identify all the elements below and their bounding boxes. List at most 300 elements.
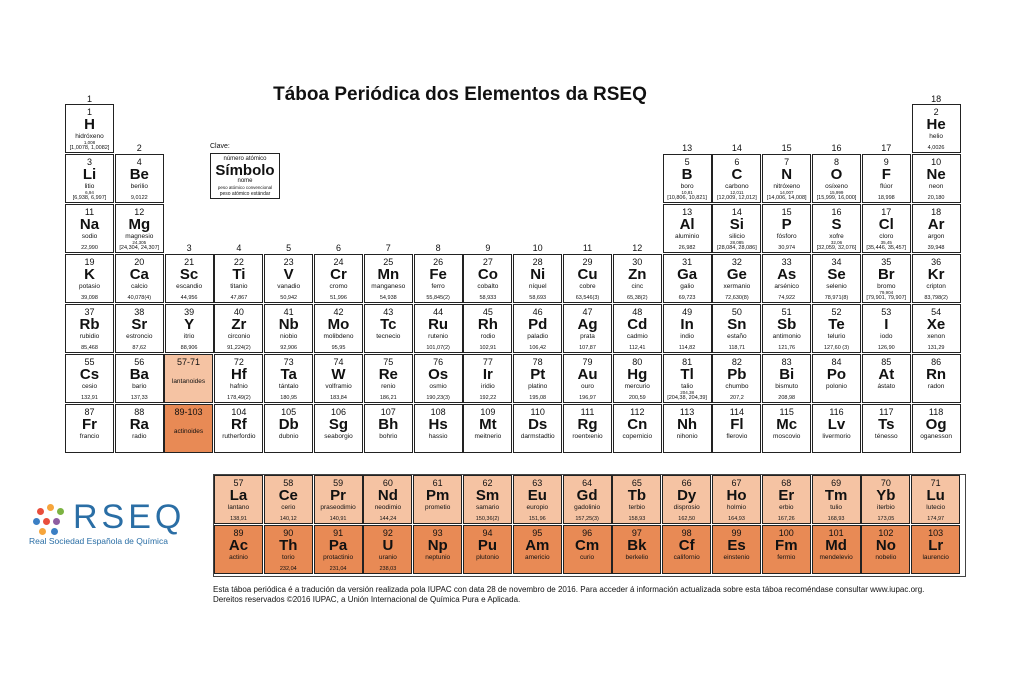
element-bh[interactable] [364, 404, 413, 453]
element-cf[interactable] [662, 525, 711, 574]
atomic-weight: 9,0122 [130, 195, 148, 201]
atomic-number: 114 [729, 407, 745, 417]
element-no[interactable] [861, 525, 910, 574]
atomic-number: 21 [184, 257, 195, 267]
element-symbol: Nh [677, 416, 698, 433]
atomic-number: 47 [582, 307, 593, 317]
element-name: osíxeno [825, 183, 848, 190]
conventional-weight: 15,999 [829, 190, 844, 195]
element-fm[interactable] [762, 525, 811, 574]
atomic-number: 86 [931, 357, 942, 367]
atomic-weight: 140,12 [279, 516, 297, 522]
element-ts[interactable] [862, 404, 911, 453]
element-fe[interactable] [414, 254, 463, 303]
element-mt[interactable] [463, 404, 512, 453]
atomic-weight: [79,901, 79,907] [866, 295, 907, 301]
atomic-weight: 173,05 [877, 516, 895, 522]
element-name: cromo [329, 283, 348, 290]
conventional-weight: 32,06 [830, 240, 843, 245]
element-symbol: Br [877, 266, 895, 283]
element-s[interactable] [812, 204, 861, 253]
element-cd[interactable] [613, 304, 662, 353]
element-v[interactable] [264, 254, 313, 303]
element-sg[interactable] [314, 404, 363, 453]
atomic-number: 49 [682, 307, 693, 317]
element-xe[interactable] [912, 304, 961, 353]
element-symbol: Sr [131, 316, 148, 333]
element-ra[interactable] [115, 404, 164, 453]
element-cs[interactable] [65, 354, 114, 403]
actinides-placeholder[interactable] [164, 404, 213, 453]
atomic-number: 31 [682, 257, 693, 267]
element-symbol: Hg [627, 366, 648, 383]
atomic-number: 16 [831, 207, 842, 217]
element-re[interactable] [364, 354, 413, 403]
atomic-number: 118 [928, 407, 944, 417]
element-ta[interactable] [264, 354, 313, 403]
atomic-weight: 18,998 [877, 195, 895, 201]
element-lv[interactable] [812, 404, 861, 453]
element-name: iterbio [877, 504, 895, 511]
element-name: berkelio [625, 554, 649, 561]
element-sb[interactable] [762, 304, 811, 353]
element-tl[interactable] [663, 354, 712, 403]
atomic-number: 13 [682, 207, 693, 217]
element-ce[interactable] [264, 475, 313, 524]
atomic-weight: [204,38, 204,39] [667, 395, 707, 401]
element-name: galio [680, 283, 694, 290]
atomic-number: 25 [383, 257, 394, 267]
atomic-number: 82 [731, 357, 742, 367]
atomic-number: 58 [283, 478, 294, 488]
atomic-number: 17 [881, 207, 892, 217]
atomic-weight: 30,974 [778, 245, 796, 251]
element-name: chumbo [725, 383, 749, 390]
element-symbol: Hs [428, 416, 448, 433]
element-md[interactable] [812, 525, 861, 574]
atomic-weight: 47,867 [230, 295, 248, 301]
element-name: gadolinio [574, 504, 601, 511]
atomic-number: 22 [233, 257, 244, 267]
atomic-number: 93 [432, 528, 443, 538]
atomic-number: 24 [333, 257, 344, 267]
element-symbol: Cd [627, 316, 648, 333]
group-number-12: 12 [632, 243, 643, 253]
element-ne[interactable] [912, 154, 961, 203]
atomic-number: 97 [631, 528, 642, 538]
element-lr[interactable] [911, 525, 960, 574]
element-es[interactable] [712, 525, 761, 574]
element-name: bohrio [379, 433, 398, 440]
atomic-number: 14 [731, 207, 742, 217]
element-yb[interactable] [861, 475, 910, 524]
element-symbol: Nd [377, 487, 398, 504]
atomic-weight: 126,90 [877, 345, 895, 351]
element-mo[interactable] [314, 304, 363, 353]
atomic-weight: 118,71 [728, 345, 746, 351]
element-ru[interactable] [414, 304, 463, 353]
element-name: níquel [528, 283, 547, 290]
element-se[interactable] [812, 254, 861, 303]
element-si[interactable] [712, 204, 761, 253]
atomic-number: 12 [134, 207, 145, 217]
atomic-number: 42 [333, 307, 344, 317]
element-gd[interactable] [563, 475, 612, 524]
element-name: neon [928, 183, 944, 190]
element-li[interactable] [65, 154, 114, 203]
atomic-number: 102 [878, 528, 894, 538]
element-ti[interactable] [214, 254, 263, 303]
element-al[interactable] [663, 204, 712, 253]
atomic-weight: 107,87 [579, 345, 596, 351]
element-he[interactable] [912, 104, 961, 153]
element-fr[interactable] [65, 404, 114, 453]
atomic-number: 3 [86, 157, 92, 167]
element-hg[interactable] [613, 354, 662, 403]
atomic-number: 63 [532, 478, 543, 488]
atomic-weight: 195,08 [529, 395, 547, 401]
element-name: litio [84, 183, 95, 190]
element-symbol: Sn [727, 316, 747, 333]
element-y[interactable] [165, 304, 214, 353]
conventional-weight: 6,94 [85, 190, 94, 195]
element-ca[interactable] [115, 254, 164, 303]
element-nh[interactable] [663, 404, 712, 453]
element-symbol: S [831, 216, 842, 233]
element-rh[interactable] [463, 304, 512, 353]
element-name: tántalo [278, 383, 299, 390]
element-te[interactable] [812, 304, 861, 353]
group-number-14: 14 [731, 143, 742, 153]
element-ho[interactable] [712, 475, 761, 524]
element-symbol: Pu [477, 537, 498, 554]
element-pd[interactable] [513, 304, 562, 353]
element-o[interactable] [812, 154, 861, 203]
group-number-15: 15 [781, 143, 792, 153]
element-name: darmstadtio [520, 433, 555, 440]
element-name: manganeso [371, 283, 406, 290]
element-cl[interactable] [862, 204, 911, 253]
element-po[interactable] [812, 354, 861, 403]
element-symbol: Ru [428, 316, 449, 333]
element-dy[interactable] [662, 475, 711, 524]
element-name: nihonio [676, 433, 698, 440]
element-symbol: Kr [927, 266, 945, 283]
element-symbol: Sb [777, 316, 797, 333]
element-name: mendelevio [819, 554, 853, 561]
element-th[interactable] [264, 525, 313, 574]
atomic-number: 106 [330, 407, 347, 417]
element-fl[interactable] [712, 404, 761, 453]
element-name: europio [526, 504, 549, 511]
atomic-number: 109 [480, 407, 496, 417]
element-symbol: Tb [627, 487, 647, 504]
element-at[interactable] [862, 354, 911, 403]
element-symbol: Rf [230, 416, 247, 433]
element-name: terbio [628, 504, 646, 511]
element-rg[interactable] [563, 404, 612, 453]
element-zn[interactable] [613, 254, 662, 303]
element-name: prometio [425, 504, 451, 511]
element-rn[interactable] [912, 354, 961, 403]
atomic-weight: 178,49(2) [227, 395, 251, 401]
atomic-weight: 232,04 [279, 566, 297, 572]
atomic-weight: 51,996 [330, 295, 347, 301]
element-rb[interactable] [65, 304, 114, 353]
element-symbol: Ne [926, 166, 946, 183]
element-os[interactable] [414, 354, 463, 403]
element-name: indio [680, 333, 694, 340]
element-pt[interactable] [513, 354, 562, 403]
element-symbol: Gd [576, 487, 598, 504]
element-ag[interactable] [563, 304, 612, 353]
atomic-weight: [35,446, 35,457] [866, 245, 907, 251]
atomic-weight: 131,29 [927, 345, 945, 351]
element-name: erbio [779, 504, 794, 511]
atomic-weight: 121,76 [778, 345, 796, 351]
atomic-weight: 180,95 [280, 395, 298, 401]
element-la[interactable] [214, 475, 263, 524]
element-name: lutecio [926, 504, 946, 511]
element-og[interactable] [912, 404, 961, 453]
element-tc[interactable] [364, 304, 413, 353]
atomic-number: 57 [233, 478, 244, 488]
element-symbol: V [283, 266, 294, 283]
atomic-number: 100 [778, 528, 794, 538]
element-b[interactable] [663, 154, 712, 203]
atomic-number: 40 [233, 307, 244, 317]
element-name: platino [528, 383, 548, 390]
atomic-weight: 95,95 [331, 345, 346, 351]
element-h[interactable] [65, 104, 114, 153]
element-symbol: Ta [280, 366, 297, 383]
element-symbol: Rg [577, 416, 598, 433]
element-sc[interactable] [165, 254, 214, 303]
atomic-weight: 183,84 [330, 395, 347, 401]
element-bi[interactable] [762, 354, 811, 403]
atomic-weight: [24,304, 24,307] [119, 245, 160, 251]
atomic-number: 108 [430, 407, 446, 417]
element-lu[interactable] [911, 475, 960, 524]
atomic-number: 38 [134, 307, 145, 317]
key-standard-weight: peso atómico estándar [219, 191, 271, 197]
element-in[interactable] [663, 304, 712, 353]
element-f[interactable] [862, 154, 911, 203]
element-name: lantano [227, 504, 250, 511]
element-am[interactable] [513, 525, 562, 574]
element-name: arsénico [774, 283, 799, 290]
element-tb[interactable] [612, 475, 661, 524]
element-nd[interactable] [363, 475, 412, 524]
element-zr[interactable] [214, 304, 263, 353]
element-name: itrio [183, 333, 195, 340]
element-n[interactable] [762, 154, 811, 203]
element-u[interactable] [363, 525, 412, 574]
atomic-number: 46 [532, 307, 543, 317]
atomic-number: 32 [731, 257, 742, 267]
element-name: prata [580, 333, 595, 340]
element-sm[interactable] [463, 475, 512, 524]
element-co[interactable] [463, 254, 512, 303]
element-symbol: Np [427, 537, 448, 554]
element-name: ástato [877, 383, 896, 390]
element-symbol: Pm [426, 487, 450, 504]
atomic-number: 91 [333, 528, 344, 538]
atomic-number: 90 [283, 528, 294, 538]
atomic-weight: 101,07(2) [426, 345, 450, 351]
element-name: rutenio [428, 333, 449, 340]
key-symbol: Símbolo [215, 162, 275, 179]
element-symbol: Er [778, 487, 795, 504]
element-symbol: Mn [377, 266, 400, 283]
element-c[interactable] [712, 154, 761, 203]
element-symbol: Be [129, 166, 149, 183]
element-au[interactable] [563, 354, 612, 403]
element-symbol: Cr [330, 266, 347, 283]
atomic-weight: 44,956 [180, 295, 198, 301]
element-br[interactable] [862, 254, 911, 303]
element-pa[interactable] [314, 525, 363, 574]
element-na[interactable] [65, 204, 114, 253]
atomic-weight: 190,23(3) [426, 395, 450, 401]
element-kr[interactable] [912, 254, 961, 303]
atomic-weight: 69,723 [678, 295, 696, 301]
element-sn[interactable] [712, 304, 761, 353]
element-name: telurio [827, 333, 846, 340]
element-hs[interactable] [414, 404, 463, 453]
element-cr[interactable] [314, 254, 363, 303]
element-symbol: Pa [328, 537, 348, 554]
lanthanides-placeholder[interactable] [164, 354, 213, 403]
element-symbol: Ti [232, 266, 246, 283]
element-name: xofre [829, 233, 844, 240]
element-cn[interactable] [613, 404, 662, 453]
actinides-label: actinoides [173, 428, 204, 435]
atomic-number: 59 [333, 478, 344, 488]
atomic-number: 27 [482, 257, 493, 267]
element-ge[interactable] [712, 254, 761, 303]
element-name: hassio [428, 433, 448, 440]
element-ba[interactable] [115, 354, 164, 403]
element-nb[interactable] [264, 304, 313, 353]
lanthanides-label: lantanoides [171, 378, 206, 385]
atomic-number: 45 [482, 307, 493, 317]
atomic-weight: 91,224(2) [227, 345, 251, 351]
element-rf[interactable] [214, 404, 263, 453]
element-name: rutherfordio [222, 433, 256, 440]
element-ni[interactable] [513, 254, 562, 303]
atomic-number: 87 [84, 407, 95, 417]
atomic-weight: 144,24 [379, 516, 397, 522]
atomic-weight: 167,26 [777, 516, 795, 522]
element-symbol: Pb [727, 366, 747, 383]
element-w[interactable] [314, 354, 363, 403]
element-symbol: Zn [628, 266, 647, 283]
atomic-weight: 168,93 [827, 516, 845, 522]
element-hf[interactable] [214, 354, 263, 403]
footer-line-1: Esta táboa periódica é a tradución da versión realizada pola IUPAC con data 28 de novembro de 2016. Para acceder á información actualizada sobre esta táboa recoméndase consultar www.iupac.org. [213, 585, 925, 594]
conventional-weight: 28,085 [730, 240, 744, 245]
group-number-11: 11 [582, 243, 593, 253]
element-symbol: Sm [475, 487, 500, 504]
element-mg[interactable] [115, 204, 164, 253]
element-symbol: Tl [680, 366, 694, 383]
atomic-weight: 63,546(3) [575, 295, 600, 301]
atomic-weight: 58,933 [479, 295, 497, 301]
atomic-number: 85 [881, 357, 892, 367]
key-name: nome [237, 178, 253, 184]
group-number-18: 18 [931, 94, 942, 104]
element-ga[interactable] [663, 254, 712, 303]
element-mn[interactable] [364, 254, 413, 303]
element-name: cobre [579, 283, 596, 290]
element-ar[interactable] [912, 204, 961, 253]
element-eu[interactable] [513, 475, 562, 524]
element-k[interactable] [65, 254, 114, 303]
element-ir[interactable] [463, 354, 512, 403]
element-symbol: Lu [926, 487, 945, 504]
element-np[interactable] [413, 525, 462, 574]
element-be[interactable] [115, 154, 164, 203]
element-symbol: O [830, 166, 843, 183]
element-ds[interactable] [513, 404, 562, 453]
atomic-number: 53 [881, 307, 892, 317]
element-name: carbono [725, 183, 749, 190]
atomic-weight: [32,059, 32,076] [816, 245, 857, 251]
element-name: bismuto [775, 383, 799, 390]
element-pu[interactable] [463, 525, 512, 574]
element-name: tecnecio [376, 333, 401, 340]
element-symbol: Na [79, 216, 100, 233]
element-symbol: Cl [878, 216, 894, 233]
element-sr[interactable] [115, 304, 164, 353]
element-er[interactable] [762, 475, 811, 524]
atomic-number: 36 [931, 257, 942, 267]
element-bk[interactable] [612, 525, 661, 574]
atomic-number: 112 [630, 407, 645, 417]
key-atomic-number: número atómico [223, 156, 267, 162]
element-symbol: Md [825, 537, 847, 554]
atomic-number: 51 [781, 307, 792, 317]
element-pr[interactable] [314, 475, 363, 524]
element-as[interactable] [762, 254, 811, 303]
element-symbol: Sc [179, 266, 199, 283]
footer-note [213, 585, 973, 605]
element-ac[interactable] [214, 525, 263, 574]
element-mc[interactable] [762, 404, 811, 453]
element-name: flerovio [726, 433, 748, 440]
element-pb[interactable] [712, 354, 761, 403]
element-cm[interactable] [563, 525, 612, 574]
element-db[interactable] [264, 404, 313, 453]
element-name: cadmio [626, 333, 648, 340]
element-name: rodio [480, 333, 496, 340]
atomic-number: 10 [931, 157, 942, 167]
conventional-weight: 12,011 [730, 190, 744, 195]
element-name: berilio [130, 183, 148, 190]
element-p[interactable] [762, 204, 811, 253]
group-number-13: 13 [682, 143, 693, 153]
atomic-number: 4 [136, 157, 142, 167]
element-tm[interactable] [812, 475, 861, 524]
element-name: selenio [826, 283, 847, 290]
element-i[interactable] [862, 304, 911, 353]
element-symbol: Rn [926, 366, 947, 383]
element-name: plutonio [476, 554, 499, 561]
element-name: radio [132, 433, 147, 440]
element-pm[interactable] [413, 475, 462, 524]
element-cu[interactable] [563, 254, 612, 303]
